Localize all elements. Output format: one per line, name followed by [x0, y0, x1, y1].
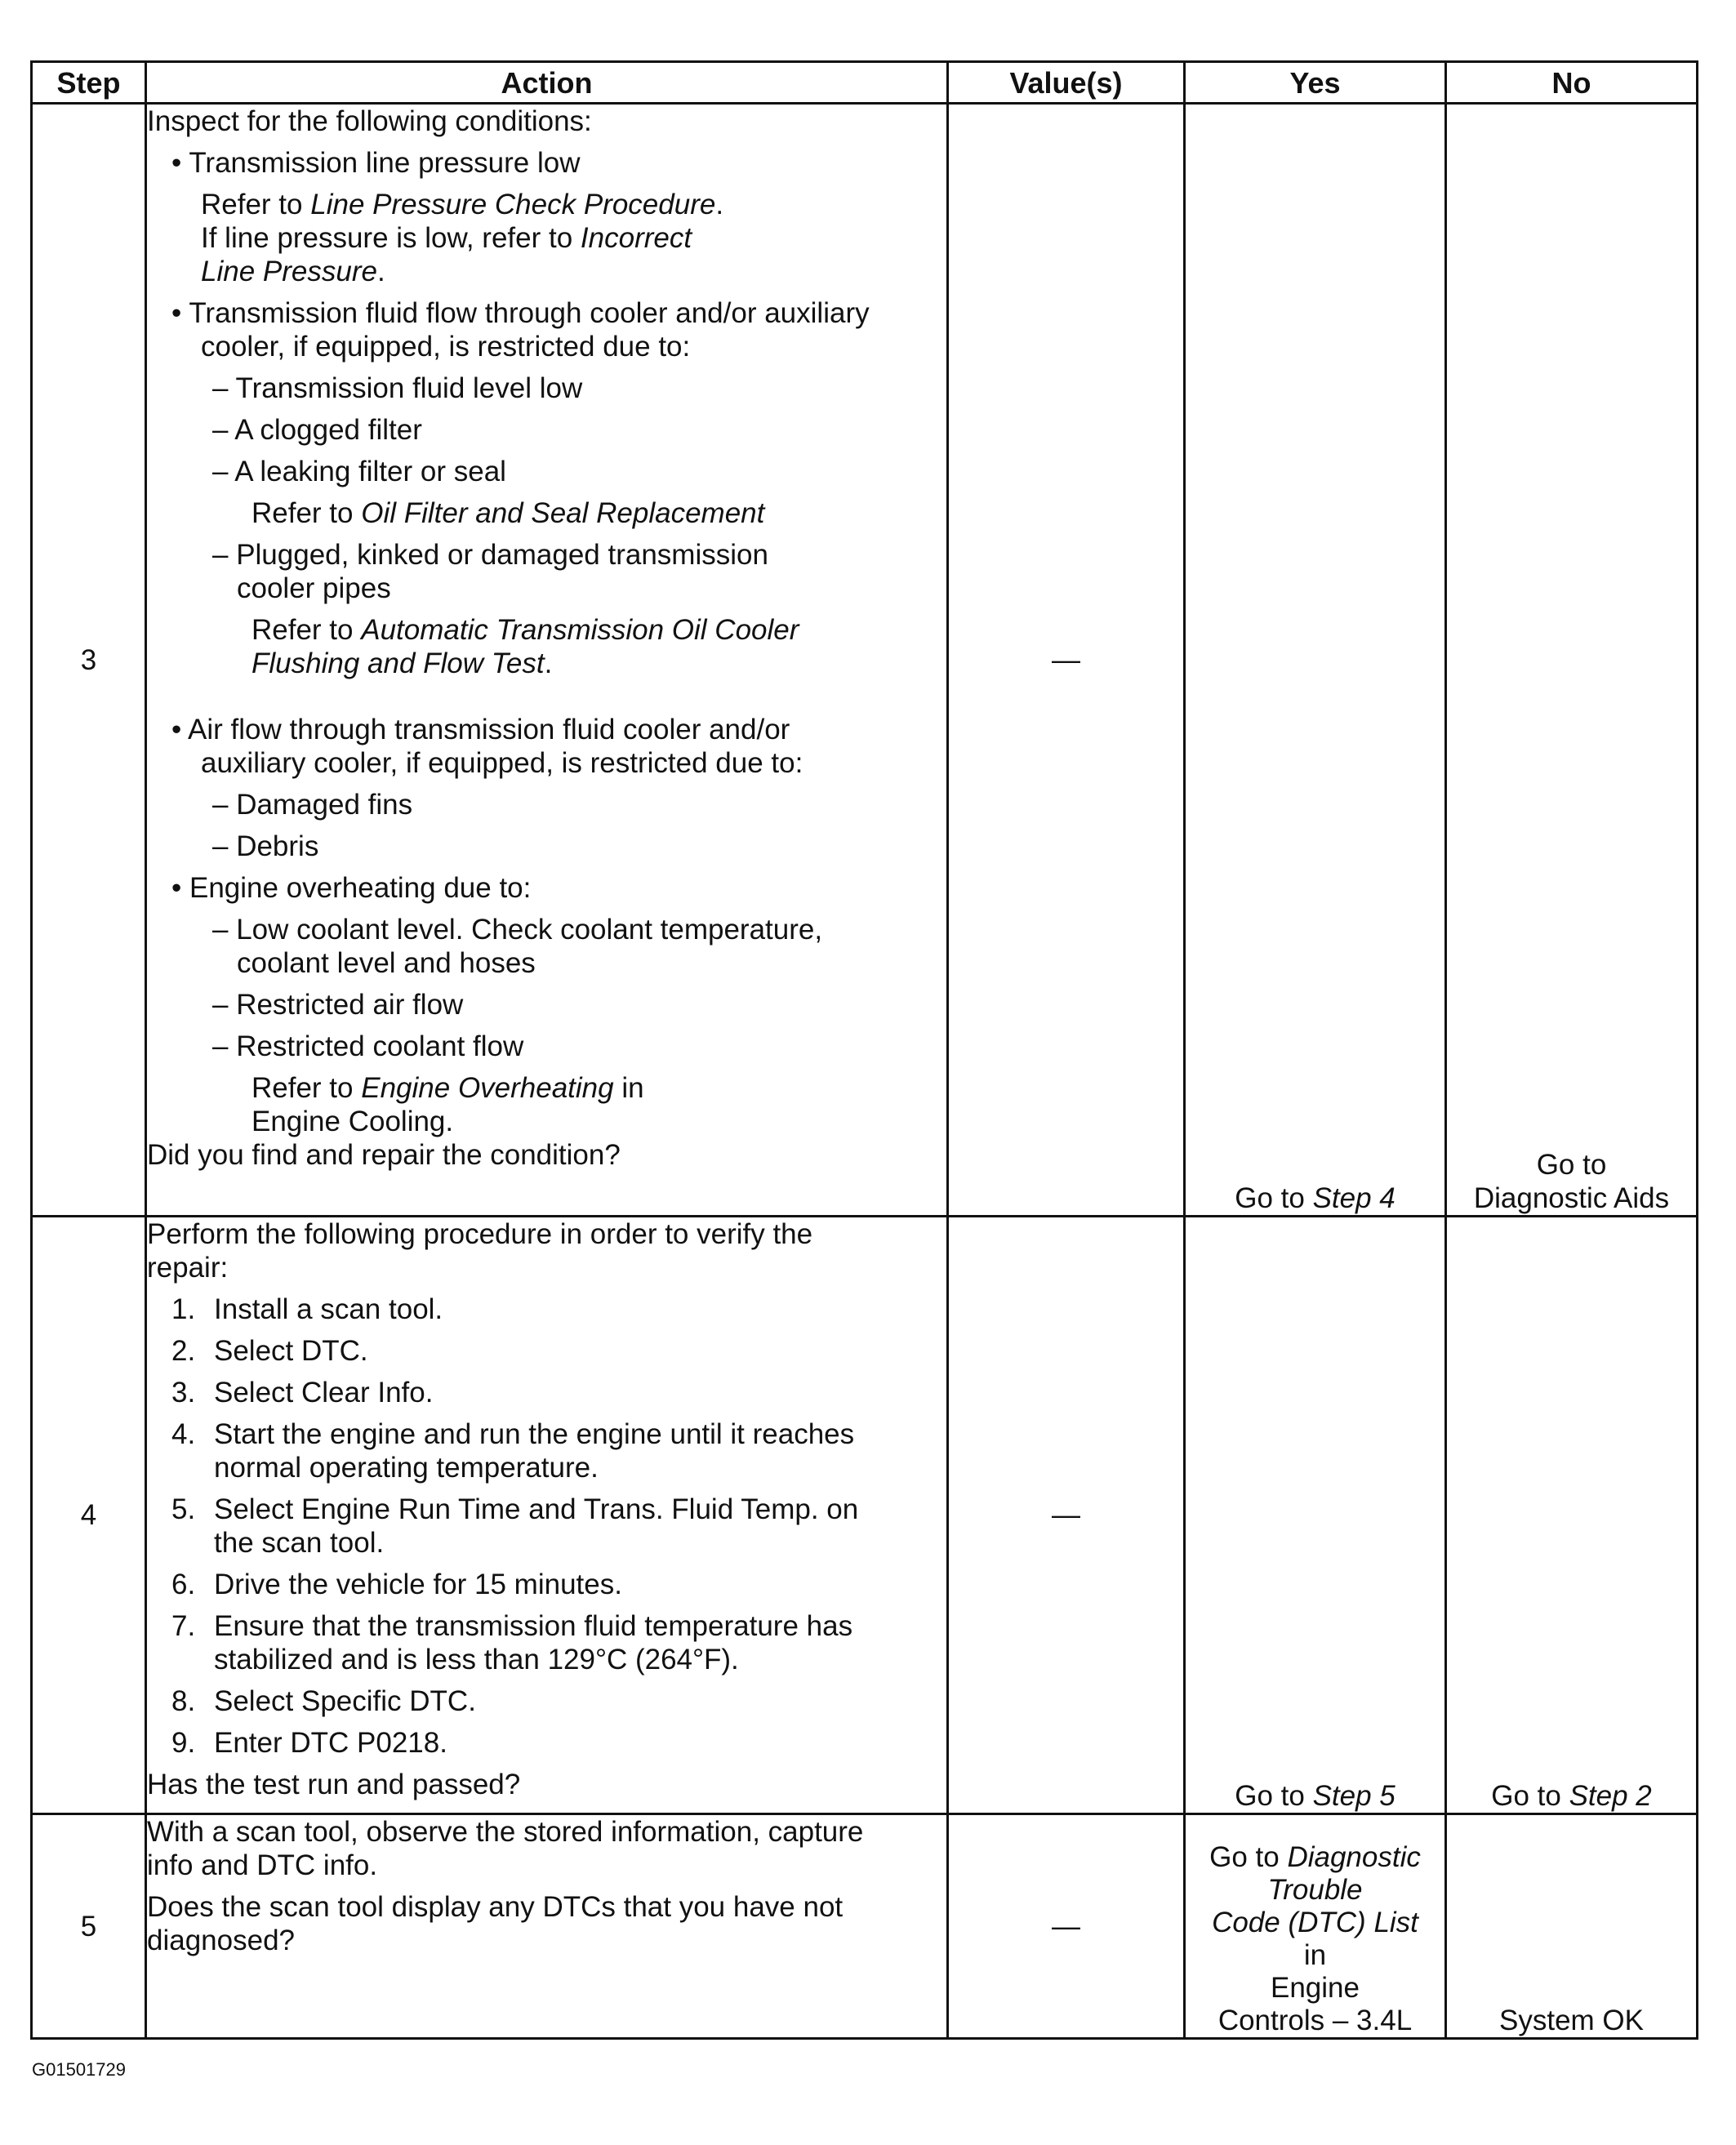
action-intro: Perform the following procedure in order to verify the [147, 1218, 813, 1250]
action-question: Did you find and repair the condition? [147, 1139, 621, 1171]
procedure-step: 4. Start the engine and run the engine until it reaches [171, 1418, 855, 1450]
bullet-engine-overheating: • Engine overheating due to: [171, 872, 532, 904]
value-dash: — [1052, 1910, 1080, 1943]
procedure-step: 7. Ensure that the transmission fluid temperature has [171, 1610, 853, 1642]
reference-link[interactable]: Engine Overheating [361, 1072, 614, 1104]
reference-link[interactable]: Oil Filter and Seal Replacement [361, 497, 765, 529]
sub-item-cont: coolant level and hoses [237, 947, 536, 979]
yes-cell [1185, 1814, 1446, 2039]
step-number: 3 [32, 104, 146, 1217]
yes-line: Controls – 3.4L [1217, 2005, 1413, 2036]
table-row-step-5 [32, 1814, 1698, 2039]
bullet-line-pressure: • Transmission line pressure low [171, 147, 581, 179]
procedure-step: 9. Enter DTC P0218. [171, 1727, 447, 1759]
sub-item-cont: cooler pipes [237, 572, 391, 604]
reference-text: Line Pressure. [201, 256, 385, 287]
reference-text: Refer to Engine Overheating in [251, 1072, 644, 1104]
yes-line: Go to Diagnostic [1209, 1841, 1421, 1873]
yes-line: Code (DTC) List [1212, 1907, 1418, 1938]
procedure-step: 6. Drive the vehicle for 15 minutes. [171, 1569, 622, 1600]
yes-cell: Go to Step 5 [1185, 1217, 1446, 1814]
action-question: Does the scan tool display any DTCs that you have not [147, 1891, 844, 1923]
action-cell [146, 1217, 948, 1814]
value-cell [948, 1217, 1185, 1814]
procedure-step: 5. Select Engine Run Time and Trans. Fluid Temp. on [171, 1493, 859, 1525]
action-question-cont: diagnosed? [147, 1925, 295, 1956]
reference-text: Engine Cooling. [251, 1106, 454, 1137]
sub-item: – Damaged fins [212, 789, 413, 821]
sub-item: – Transmission fluid level low [212, 372, 583, 404]
value-cell [948, 1814, 1185, 2039]
yes-cell: Go to Step 4 [1185, 104, 1446, 1217]
figure-id: G01501729 [32, 2059, 126, 2080]
procedure-step: 2. Select DTC. [171, 1335, 368, 1367]
header-step: Step [32, 62, 146, 104]
diagnostic-table [30, 60, 1698, 2040]
goto-step-link[interactable]: Step 4 [1312, 1182, 1395, 1214]
action-intro: With a scan tool, observe the stored information, capture [147, 1816, 864, 1848]
sub-item: – Plugged, kinked or damaged transmission [212, 539, 768, 571]
step-number: 4 [32, 1217, 146, 1814]
reference-text: If line pressure is low, refer to Incorrect [201, 222, 692, 254]
action-question: Has the test run and passed? [147, 1769, 521, 1800]
table-row-step-4 [32, 1217, 1698, 1814]
action-cell [146, 104, 948, 1217]
header-action: Action [146, 62, 948, 104]
reference-link[interactable]: Flushing and Flow Test [251, 648, 545, 679]
no-cell: Go to Step 2 [1446, 1217, 1698, 1814]
reference-text: Flushing and Flow Test. [251, 648, 553, 679]
sub-item: – Restricted coolant flow [212, 1030, 524, 1062]
table-row-step-3 [32, 104, 1698, 1217]
yes-line: Engine [1271, 1972, 1360, 2004]
header-yes: Yes [1185, 62, 1446, 104]
procedure-step: 1. Install a scan tool. [171, 1293, 443, 1325]
reference-link[interactable]: Line Pressure Check Procedure [310, 189, 716, 220]
no-link[interactable]: Diagnostic Aids [1473, 1182, 1670, 1214]
no-text: Go to [1536, 1149, 1607, 1181]
procedure-step-cont: stabilized and is less than 129°C (264°F). [214, 1644, 739, 1676]
procedure-step: 3. Select Clear Info. [171, 1377, 434, 1408]
bullet-fluid-flow: • Transmission fluid flow through cooler and/or auxiliary [171, 297, 870, 329]
reference-link[interactable]: Automatic Transmission Oil Cooler [361, 614, 799, 646]
procedure-step-cont: the scan tool. [214, 1527, 385, 1559]
no-cell: System OK [1446, 1814, 1698, 2039]
value-dash: — [1052, 643, 1080, 676]
header-no: No [1446, 62, 1698, 104]
yes-line: in [1303, 1939, 1327, 1971]
yes-line: Trouble [1267, 1874, 1363, 1906]
action-cell [146, 1814, 948, 2039]
reference-text: Refer to Oil Filter and Seal Replacement [251, 497, 765, 529]
goto-step-link[interactable]: Step 2 [1569, 1780, 1652, 1812]
no-cell [1446, 104, 1698, 1217]
header-values: Value(s) [948, 62, 1185, 104]
dtc-list-link[interactable]: Diagnostic [1287, 1841, 1421, 1873]
table-header-row [32, 62, 1698, 104]
sub-item: – Debris [212, 830, 319, 862]
procedure-step: 8. Select Specific DTC. [171, 1685, 476, 1717]
sub-item: – A leaking filter or seal [212, 456, 506, 487]
action-intro: Inspect for the following conditions: [147, 105, 592, 137]
step-number: 5 [32, 1814, 146, 2039]
bullet-air-flow-cont: auxiliary cooler, if equipped, is restricted due to: [201, 747, 803, 779]
reference-link[interactable]: Line Pressure [201, 256, 377, 287]
reference-text: Refer to Automatic Transmission Oil Cooler [251, 614, 799, 646]
action-intro-cont: info and DTC info. [147, 1849, 378, 1881]
goto-step-link[interactable]: Step 5 [1312, 1780, 1395, 1812]
sub-item: – Restricted air flow [212, 989, 464, 1021]
sub-item: – A clogged filter [212, 414, 422, 446]
action-intro-cont: repair: [147, 1252, 229, 1284]
bullet-air-flow: • Air flow through transmission fluid cooler and/or [171, 714, 790, 745]
reference-link[interactable]: Incorrect [580, 222, 692, 254]
procedure-step-cont: normal operating temperature. [214, 1452, 599, 1484]
value-cell [948, 104, 1185, 1217]
sub-item: – Low coolant level. Check coolant temperature, [212, 914, 823, 946]
value-dash: — [1052, 1499, 1080, 1531]
reference-text: Refer to Line Pressure Check Procedure. [201, 189, 724, 220]
bullet-fluid-flow-cont: cooler, if equipped, is restricted due to: [201, 331, 691, 363]
